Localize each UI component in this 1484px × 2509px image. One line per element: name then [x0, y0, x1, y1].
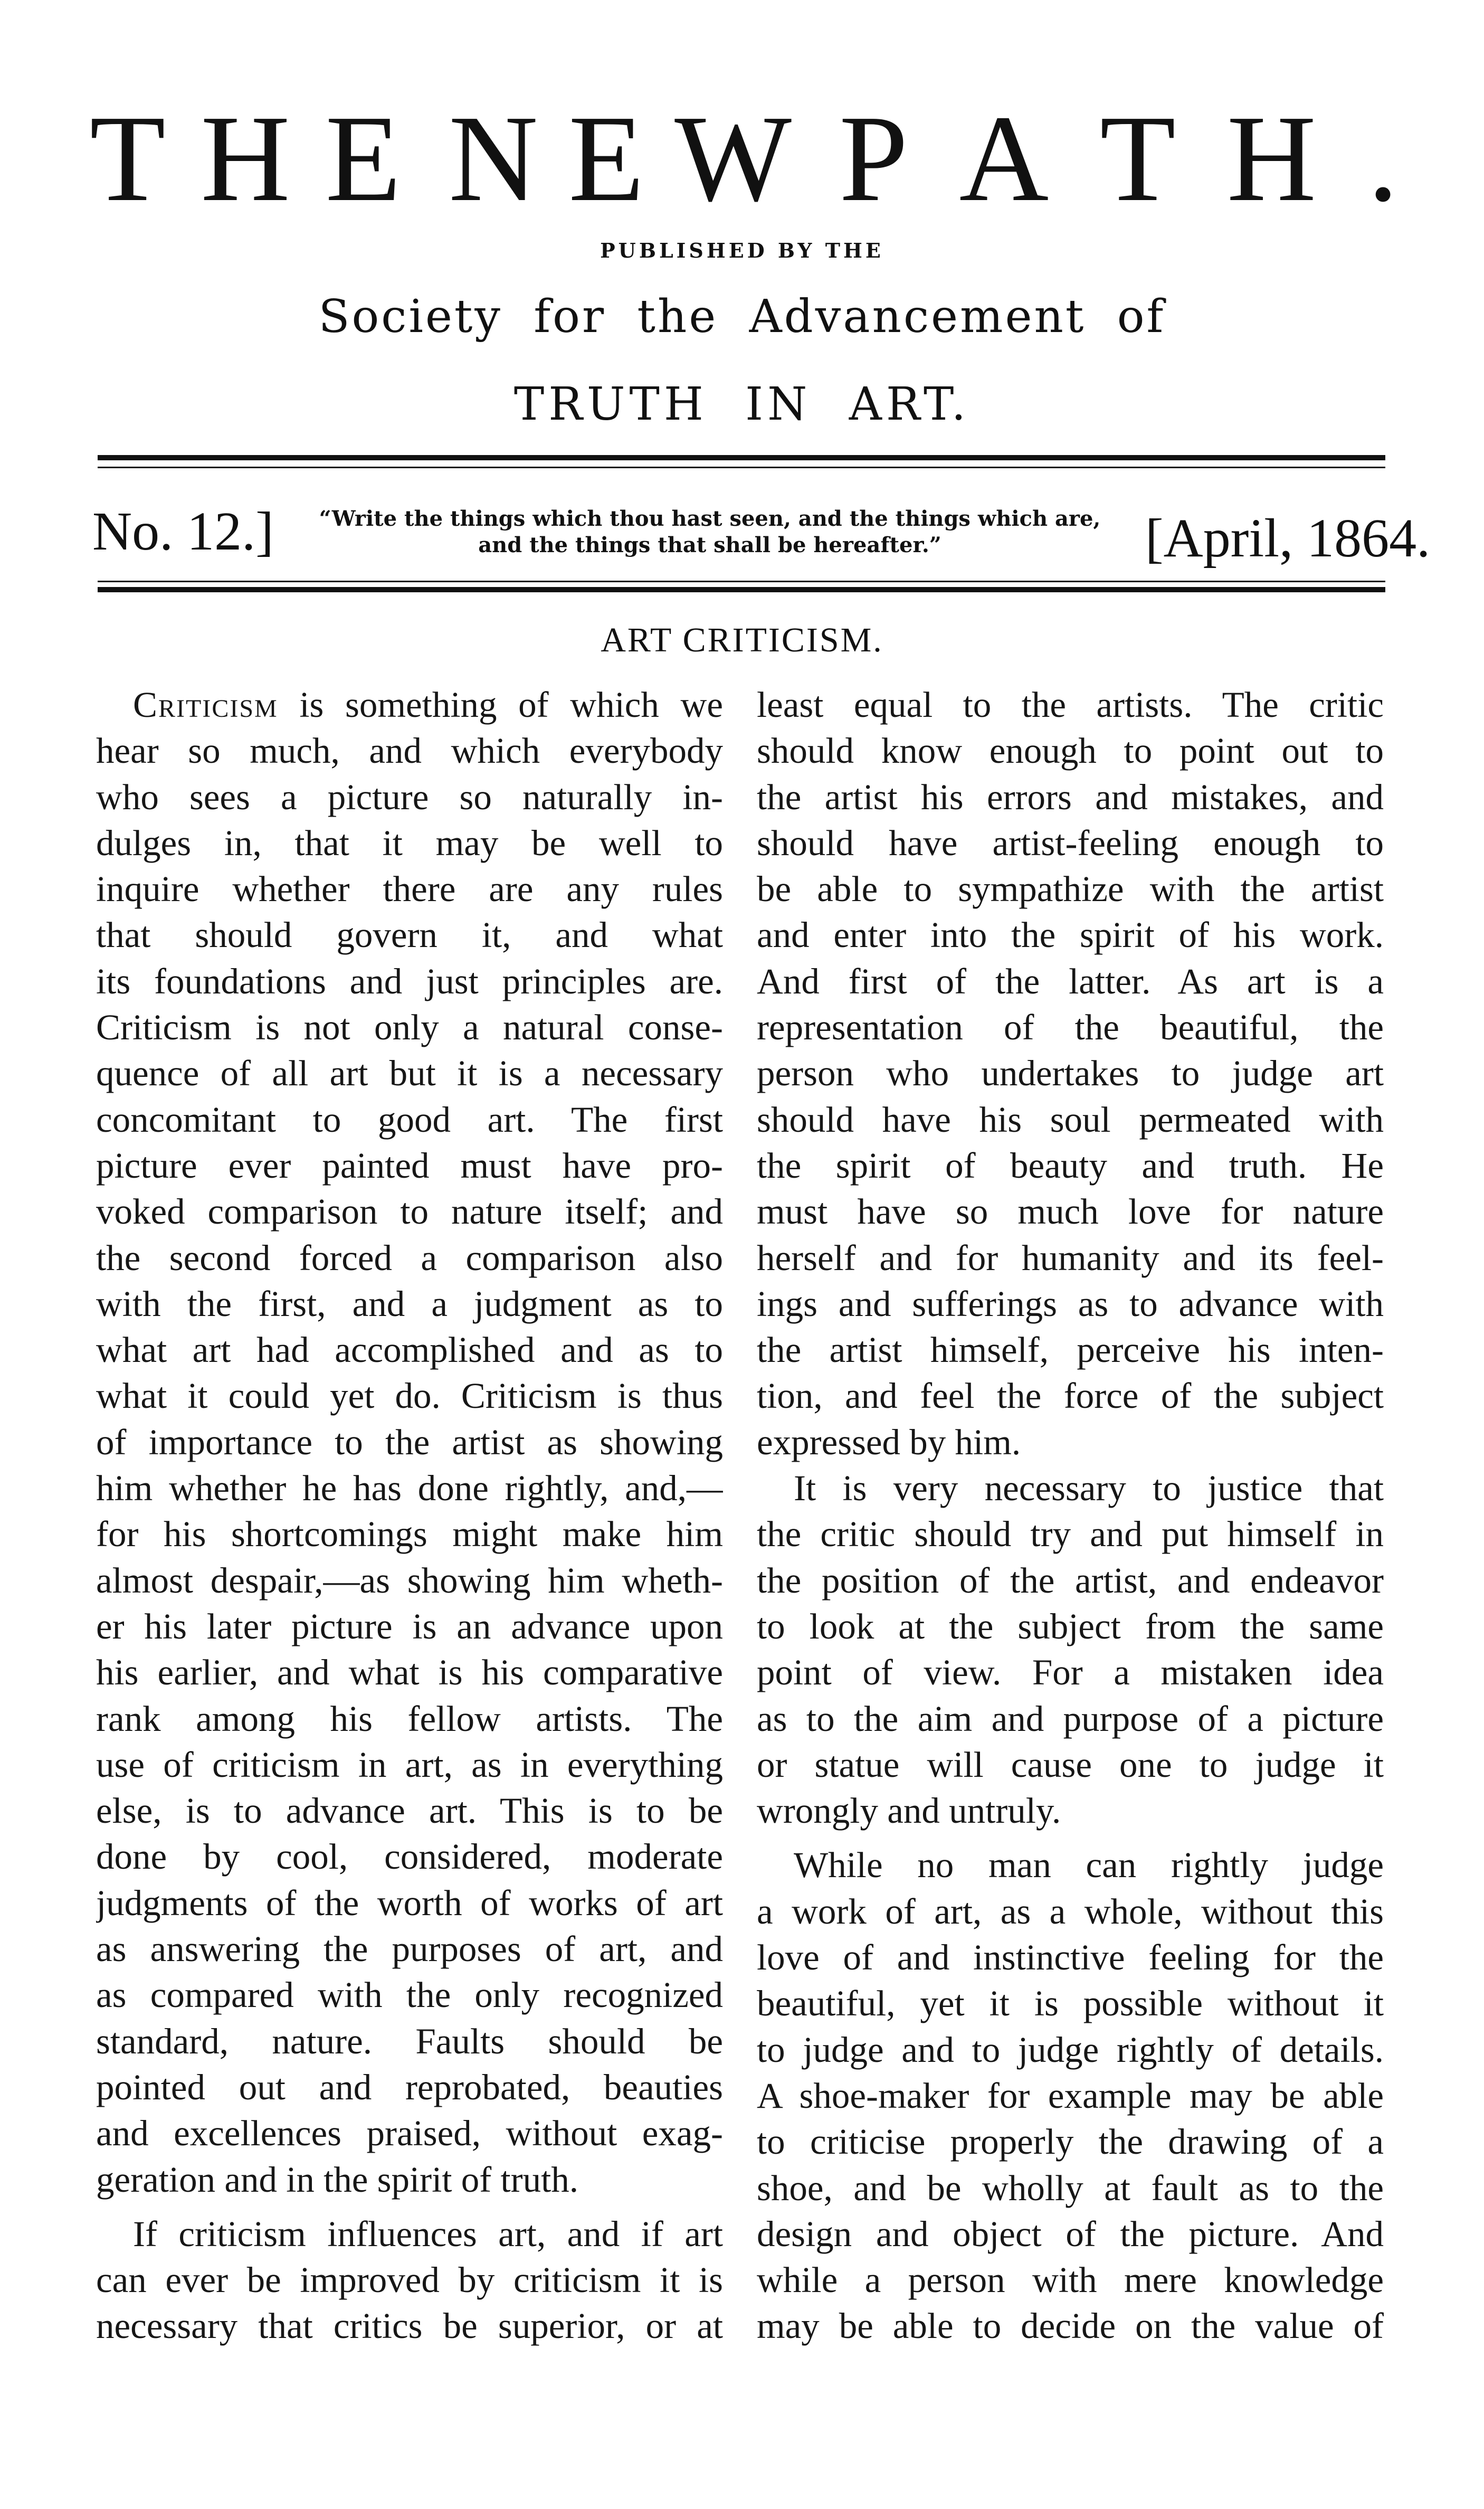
masthead-letter: A: [959, 89, 1049, 227]
text-line: should have his soul permeated with: [757, 1099, 1384, 1140]
masthead-word-the: [90, 89, 401, 227]
issue-date: [April, 1864.: [1145, 508, 1431, 569]
drop-word: Criticism: [133, 685, 278, 725]
masthead-letter: T: [1100, 89, 1176, 227]
masthead-letter: T: [90, 89, 166, 227]
text-line: beautiful, yet it is possible without it: [757, 1983, 1384, 2024]
text-line: its foundations and just principles are.: [96, 961, 723, 1001]
text-line: else, is to advance art. This is to be: [96, 1791, 723, 1831]
text-line: that should govern it, and what: [96, 915, 723, 955]
text-line: design and object of the picture. And: [757, 2213, 1384, 2254]
society-name: Society for the Advancement of: [318, 290, 1166, 343]
text-line: ings and sufferings as to advance with: [757, 1283, 1384, 1324]
text-line: the second forced a comparison also: [96, 1237, 723, 1278]
text-line: while a person with mere knowledge: [757, 2260, 1384, 2300]
text-line: If criticism influences art, and if art: [133, 2213, 723, 2254]
text-line: can ever be improved by criticism it is: [96, 2260, 723, 2300]
text-line: shoe, and be wholly at fault as to the: [757, 2167, 1384, 2208]
masthead-letter: H: [201, 89, 290, 227]
masthead-letter: N: [449, 89, 538, 227]
text-line: dulges in, that it may be well to: [96, 822, 723, 863]
text-line: his earlier, and what is his comparative: [96, 1652, 723, 1693]
paragraph: [757, 1465, 1384, 1834]
article-column-left: [96, 682, 723, 2350]
text-line: herself and for humanity and its feel-: [757, 1237, 1384, 1278]
text-line: And first of the latter. As art is a: [757, 961, 1384, 1001]
text-line: wrongly and untruly.: [757, 1791, 1061, 1831]
text-line: should have artist-feeling enough to: [757, 822, 1384, 863]
text-line: tion, and feel the force of the subject: [757, 1376, 1384, 1416]
text-line: what art had accomplished and as to: [96, 1330, 723, 1370]
text-line: the spirit of beauty and truth. He: [757, 1145, 1384, 1186]
paragraph: [757, 1842, 1384, 2349]
text-line: the artist himself, perceive his inten-: [757, 1330, 1384, 1370]
text-line: quence of all art but it is a necessary: [96, 1053, 723, 1094]
text-line: rank among his fellow artists. The: [96, 1698, 723, 1739]
masthead-title: [90, 89, 1399, 227]
published-by-label: PUBLISHED BY THE: [600, 239, 884, 262]
article-column-right: [757, 682, 1384, 2350]
text-line: or statue will cause one to judge it: [757, 1744, 1384, 1785]
text-line: While no man can rightly judge: [794, 1845, 1384, 1886]
text-line: be able to sympathize with the artist: [757, 869, 1384, 910]
paragraph: [96, 682, 723, 2203]
masthead-letter: H: [1226, 89, 1317, 227]
motto-line: and the things that shall be hereafter.”: [478, 533, 941, 557]
text-line: to look at the subject from the same: [757, 1606, 1384, 1646]
text-line: as answering the purposes of art, and: [96, 1929, 723, 1970]
text-line: concomitant to good art. The first: [96, 1099, 723, 1140]
text-line: and excellences praised, without exag-: [96, 2113, 723, 2154]
masthead-letter: E: [325, 89, 401, 227]
text-line: the critic should try and put himself in: [757, 1514, 1384, 1555]
text-line: may be able to decide on the value of: [757, 2306, 1384, 2346]
text-line: hear so much, and which everybody: [96, 731, 723, 771]
masthead-letter: P: [839, 89, 908, 227]
text-line: least equal to the artists. The critic: [757, 685, 1384, 725]
top-rule-thick: [98, 455, 1385, 460]
issue-number: No. 12.]: [92, 501, 274, 562]
masthead-word-new: [449, 89, 792, 227]
text-line: to judge and to judge rightly of details.: [757, 2029, 1384, 2070]
text-line: Criticism is not only a natural conse-: [96, 1007, 723, 1048]
text-line: for his shortcomings might make him: [96, 1514, 723, 1555]
text-line: a work of art, as a whole, without this: [757, 1891, 1384, 1932]
text-line: almost despair,—as showing him wheth-: [96, 1560, 723, 1601]
text-line: love of and instinctive feeling for the: [757, 1937, 1384, 1978]
text-line: er his later picture is an advance upon: [96, 1606, 723, 1646]
text-line: should know enough to point out to: [757, 731, 1384, 771]
text-line: point of view. For a mistaken idea: [757, 1652, 1384, 1693]
text-line: A shoe-maker for example may be able: [757, 2075, 1384, 2116]
text-line: geration and in the spirit of truth.: [96, 2159, 579, 2200]
text-line: Criticism is something of which we: [133, 685, 723, 725]
text-line: who sees a picture so naturally in-: [96, 777, 723, 817]
masthead-letter: E: [568, 89, 644, 227]
text-line: and enter into the spirit of his work.: [757, 915, 1384, 955]
text-line: picture ever painted must have pro-: [96, 1145, 723, 1186]
paragraph: [96, 2211, 723, 2350]
text-line: standard, nature. Faults should be: [96, 2021, 723, 2061]
text-line: what it could yet do. Criticism is thus: [96, 1376, 723, 1416]
text-line: use of criticism in art, as in everything: [96, 1744, 723, 1785]
society-motto-name: TRUTH IN ART.: [513, 378, 971, 431]
text-line: expressed by him.: [757, 1422, 1021, 1462]
article-title: ART CRITICISM.: [601, 621, 883, 659]
text-line: It is very necessary to justice that: [794, 1468, 1384, 1509]
bottom-rule-thin: [98, 581, 1385, 582]
text-line: to criticise properly the drawing of a: [757, 2122, 1384, 2162]
text-line: representation of the beautiful, the: [757, 1007, 1384, 1048]
top-rule-thin: [98, 467, 1385, 468]
text-line: as to the aim and purpose of a picture: [757, 1698, 1384, 1739]
text-line: necessary that critics be superior, or at: [96, 2306, 723, 2346]
text-line: of importance to the artist as showing: [96, 1422, 723, 1462]
paragraph: [757, 682, 1384, 1465]
text-line: the artist his errors and mistakes, and: [757, 777, 1384, 817]
text-line: with the first, and a judgment as to: [96, 1283, 723, 1324]
text-line: inquire whether there are any rules: [96, 869, 723, 910]
text-line: voked comparison to nature itself; and: [96, 1191, 723, 1232]
text-line: judgments of the worth of works of art: [96, 1882, 723, 1923]
text-line: as compared with the only recognized: [96, 1975, 723, 2015]
text-line: the position of the artist, and endeavor: [757, 1560, 1384, 1601]
text-line: pointed out and reprobated, beauties: [96, 2067, 723, 2107]
text-line: him whether he has done rightly, and,—: [96, 1468, 723, 1509]
masthead-word-path: [839, 89, 1399, 227]
text-line: person who undertakes to judge art: [757, 1053, 1384, 1094]
bottom-rule-thick: [98, 587, 1385, 592]
issue-motto: [280, 506, 1140, 558]
masthead-letter: .: [1367, 89, 1399, 227]
text-line: must have so much love for nature: [757, 1191, 1384, 1232]
masthead-letter: W: [674, 89, 792, 227]
motto-line: “Write the things which thou hast seen, and the things which are,: [319, 506, 1101, 531]
text-line: done by cool, considered, moderate: [96, 1836, 723, 1877]
